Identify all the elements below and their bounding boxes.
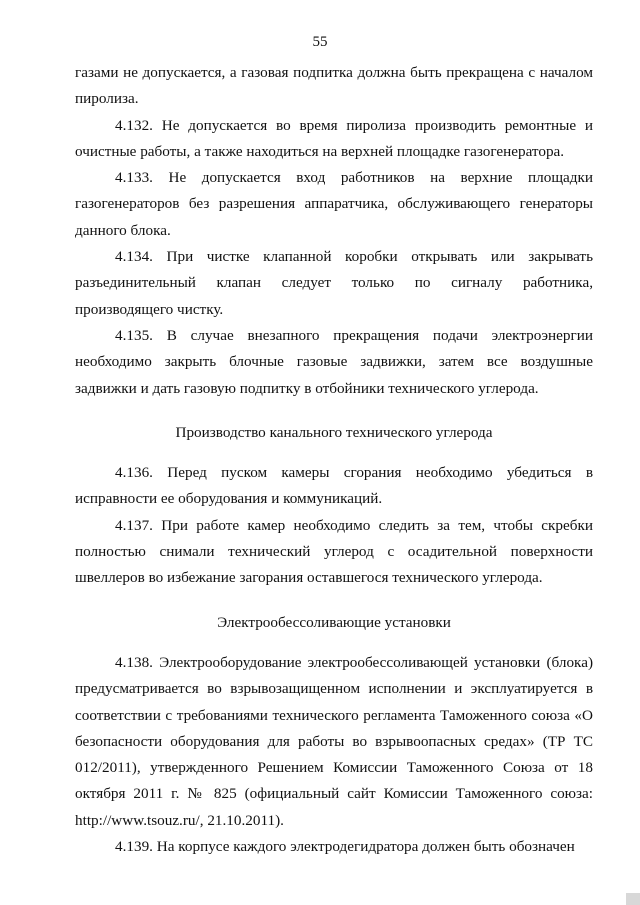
scan-edge-mark <box>626 893 640 905</box>
document-body <box>75 60 593 860</box>
paragraph-4-135: 4.135. В случае внезапного прекращения подачи электроэнергии необходимо закрыть блочные газовые задвижки, затем все воздушные задвижки и дать газовую подпитку в отбойники технического углерода. <box>75 326 593 397</box>
paragraph-4-139: 4.139. На корпусе каждого электродегидратора должен быть обозначен <box>115 838 575 856</box>
page-number: 55 <box>312 34 328 50</box>
paragraph-continuation: газами не допускается, а газовая подпитка должна быть прекращена с началом пиролиза. <box>75 64 593 108</box>
section-heading-channel-carbon-black: Производство канального технического углерода <box>175 423 493 441</box>
paragraph-4-133: 4.133. Не допускается вход работников на верхние площадки газогенераторов без разрешения аппаратчика, обслуживающего генераторы данного блока. <box>75 169 593 239</box>
paragraph-4-136: 4.136. Перед пуском камеры сгорания необходимо убедиться в исправности ее оборудования и коммуникаций. <box>75 464 593 508</box>
paragraph-4-137: 4.137. При работе камер необходимо следить за тем, чтобы скребки полностью снимали технический углерод с осадительной поверхности швеллеров во избежание загорания оставшегося технического углерода. <box>75 516 593 587</box>
paragraph-4-134: 4.134. При чистке клапанной коробки открывать или закрывать разъединительный клапан следует только по сигналу работника, производящего чистку. <box>75 248 593 318</box>
paragraph-4-138: 4.138. Электрооборудование электрообессоливающей установки (блока) предусматривается во взрывозащищенном исполнении и эксплуатируется в соответствии с требованиями технического регламента Таможенного союза «О безопасности оборудования для работы во взрывоопасных средах» (ТР ТС 012/2011), утвержденного Решением Комиссии Таможенного Союза от 18 октября 2011 г. № 825 (официальный сайт Комиссии Таможенного союза: http://www.tsouz.ru/, 21.10.2011). <box>75 653 593 829</box>
section-heading-desalting-units: Электрообессоливающие установки <box>217 613 451 631</box>
paragraph-4-132: 4.132. Не допускается во время пиролиза производить ремонтные и очистные работы, а также находиться на верхней площадке газогенератора. <box>75 116 593 160</box>
